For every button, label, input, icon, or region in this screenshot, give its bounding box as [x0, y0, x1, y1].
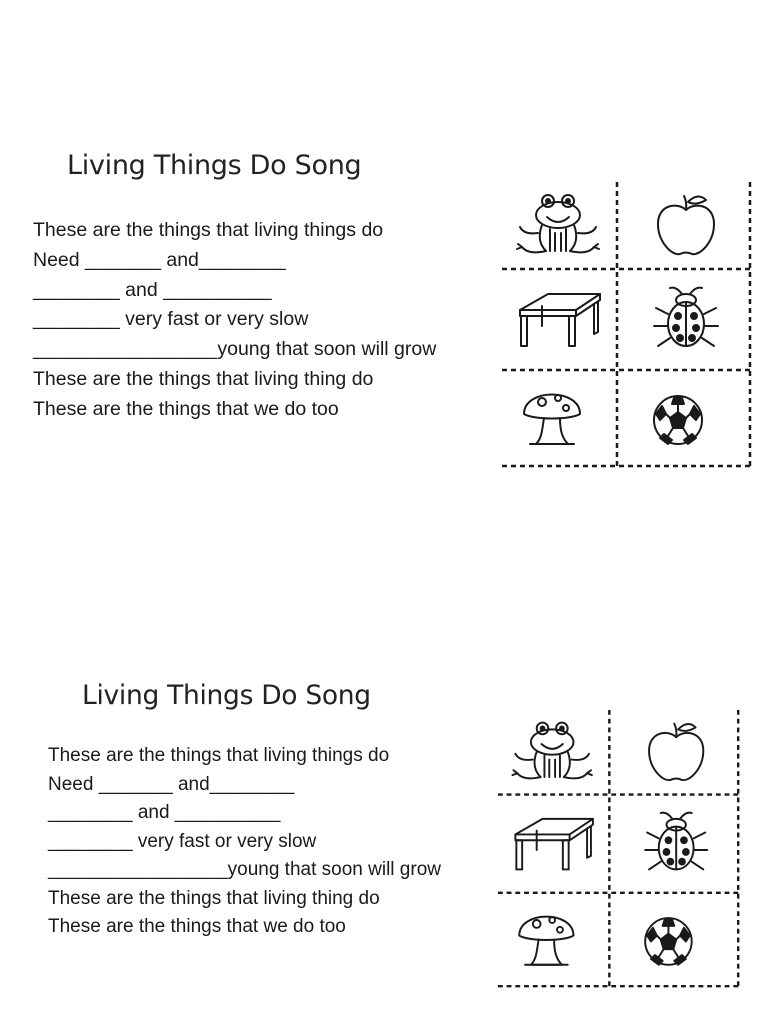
frog-icon — [512, 723, 591, 779]
song-title: Living Things Do Song — [67, 150, 362, 181]
song-title: Living Things Do Song — [82, 680, 371, 711]
apple-icon — [658, 196, 714, 254]
ladybug-icon — [645, 813, 707, 870]
mushroom-icon — [519, 917, 573, 965]
table-icon — [520, 294, 600, 346]
lyric-line: ________ very fast or very slow — [33, 308, 309, 331]
picture-grid — [500, 180, 756, 472]
frog-icon — [517, 195, 599, 252]
table-icon — [515, 819, 593, 870]
song-lyrics — [48, 742, 441, 942]
picture-grid — [496, 708, 744, 992]
ladybug-icon — [654, 288, 718, 346]
apple-icon — [649, 724, 703, 781]
lyric-line: These are the things that we do too — [48, 916, 346, 937]
lyric-line: These are the things that living things do — [33, 219, 384, 241]
soccer-ball-icon — [645, 918, 692, 965]
lyric-line: ________ and __________ — [33, 278, 272, 301]
lyric-line: _________________young that soon will grow — [33, 338, 437, 361]
mushroom-icon — [524, 395, 580, 445]
song-lyrics — [33, 216, 436, 425]
lyric-line: Need _______ and________ — [48, 773, 295, 795]
soccer-ball-icon — [654, 396, 702, 444]
lyric-line: These are the things that living thing do — [33, 367, 374, 390]
lyric-line: ________ very fast or very slow — [48, 830, 317, 852]
lyric-line: Need _______ and________ — [33, 248, 286, 271]
lyric-line: These are the things that we do too — [33, 397, 339, 420]
lyric-line: These are the things that living thing do — [48, 887, 380, 909]
lyric-line: These are the things that living things do — [48, 745, 390, 766]
lyric-line: _________________young that soon will grow — [48, 859, 441, 880]
lyric-line: ________ and __________ — [48, 802, 281, 823]
